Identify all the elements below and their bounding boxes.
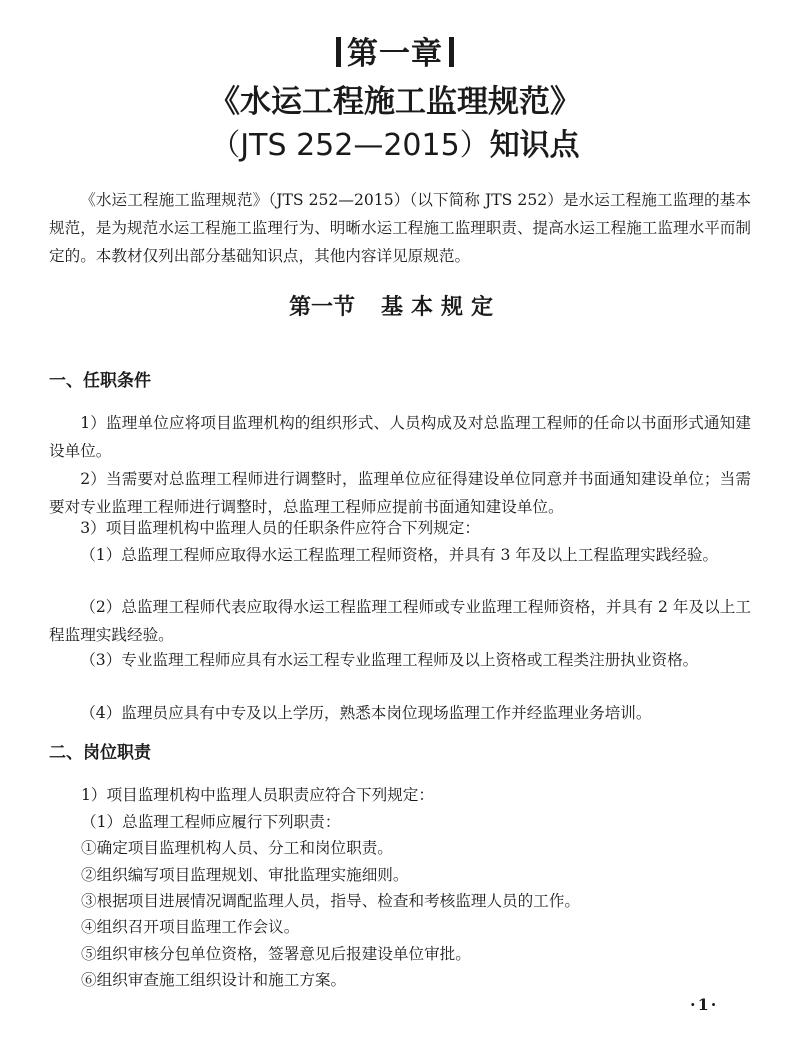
intro-paragraph: 《水运工程施工监理规范》（JTS 252—2015）（以下简称 JTS 252）是水运工程施工监理的基本规范，是为规范水运工程施工监理行为、明晰水运工程施工监理职责、提高水运工程施工监理水平而制定的。本教材仅列出部分基础知识点，其他内容详见原规范。 <box>49 191 751 265</box>
title-suffix: 知识点 <box>489 128 580 163</box>
paragraph-item: （3）专业监理工程师应具有水运工程专业监理工程师及以上资格或工程类注册执业资格。 <box>80 651 699 669</box>
paragraph-item: （2）总监理工程师代表应取得水运工程监理工程师或专业监理工程师资格，并具有 2 年及以上工程监理实践经验。 <box>49 598 751 644</box>
list-item: ③根据项目进展情况调配监理人员，指导、检查和考核监理人员的工作。 <box>81 892 581 910</box>
list-item: ④组织召开项目监理工作会议。 <box>81 918 300 936</box>
chapter-label-text: 第一章 <box>347 36 443 72</box>
heading-duties: 二、岗位职责 <box>49 743 151 763</box>
chapter-title-line1: 《水运工程施工监理规范》 <box>209 84 581 120</box>
list-item: ⑤组织审核分包单位资格，签署意见后报建设单位审批。 <box>81 945 471 963</box>
list-item: ⑥组织审查施工组织设计和施工方案。 <box>81 971 347 989</box>
paragraph-item: 2）当需要对总监理工程师进行调整时，监理单位应征得建设单位同意并书面通知建设单位；当需要对专业监理工程师进行调整时，总监理工程师应提前书面通知建设单位。 <box>49 470 751 516</box>
page-number: ·1· <box>690 995 719 1014</box>
paragraph-item: 1）监理单位应将项目监理机构的组织形式、人员构成及对总监理工程师的任命以书面形式通知建设单位。 <box>49 414 751 460</box>
chapter-bar-right <box>449 37 454 67</box>
chapter-label <box>0 32 790 76</box>
list-item: 1）项目监理机构中监理人员职责应符合下列规定： <box>81 786 434 804</box>
paragraph-item: （1）总监理工程师应取得水运工程监理工程师资格，并具有 3 年及以上工程监理实践经验。 <box>80 546 719 564</box>
list-item: ①确定项目监理机构人员、分工和岗位职责。 <box>81 839 393 857</box>
paragraph-item: （4）监理员应具有中专及以上学历，熟悉本岗位现场监理工作并经监理业务培训。 <box>80 704 652 722</box>
section-number: 第一节 <box>288 295 355 320</box>
paragraph-item: 3）项目监理机构中监理人员的任职条件应符合下列规定： <box>80 519 480 537</box>
standard-code: （JTS 252—2015） <box>210 128 490 163</box>
chapter-bar-left <box>336 37 341 67</box>
chapter-title-line2 <box>0 124 790 168</box>
list-item: （1）总监理工程师应履行下列职责： <box>81 813 341 831</box>
heading-qualifications: 一、任职条件 <box>49 371 151 391</box>
section-name: 基本规定 <box>381 295 502 320</box>
section-title <box>0 292 790 324</box>
list-item: ②组织编写项目监理规划、审批监理实施细则。 <box>81 866 409 884</box>
